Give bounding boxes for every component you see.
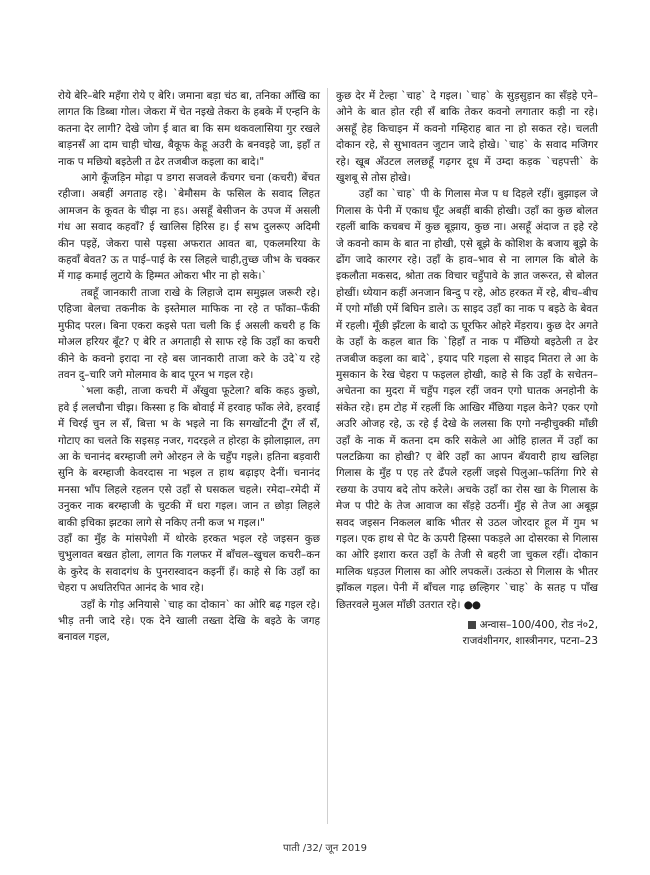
page-footer: पाती /32/ जून 2019: [283, 843, 367, 854]
column-divider: [327, 88, 328, 824]
paragraph: आगे कूँजड़िन मोढ़ा प डगरा सजवले कँचगर चना (कचरी) बेंचत रहीजा। अबहीं अगताह रहे। `बेमौसम के फसिल के सवाद लिहत आमजन के कूवत के चीझ ना हऽ। असहूँ बेसीजन के उपज में असली गंध आ सवाद कहवाँ? ई खालिस हिरिस ह। ई सभ दुलरूए अदिमी कीन पइहें, जेकरा पासे पइसा अफरात आवत बा, एकलमरिया के कहवाँ बेवत? ऊ त पाई–पाई के रस लिहले चाही,तुच्छ जीभ के चक्कर में गाढ़ कमाई लुटाये के हिम्मत ओकरा भीर ना हो सके।`: [58, 172, 320, 283]
left-column: [58, 88, 320, 646]
paragraph: उहाँ के गोड़ अनियासे `चाह का दोकान` का ओरि बढ़ गइल रहे। भीड़ तनी जादे रहे। एक देने खाली तख्ता देखि के बइठे के जगह बनावल गइल,: [58, 598, 320, 644]
author-address: [336, 617, 598, 650]
end-mark: ●●: [463, 598, 480, 611]
paragraph: कुछ देर में टेल्हा `चाह` दे गइल। `चाह` के सुड़सुड़ान का सँड़हे एने–ओने के बात होत रही सँ बाकि तेकर कवनो लगातार कड़ी ना रहे। असहूँ हेह किचाइन में कवनो गम्हिराह बात ना हो सकत रहे। चलती दोकान रहे, से सुभावतन जुटान जादे होखे। `चाह` के सवाद मजिगर रहे। खूब अँउटल ललछहूँ गढ़गर दूध में उम्दा कड़क `चहपत्ती` के खुशबू से तोस होखे।: [336, 90, 598, 185]
address-line-2: राजवंशीनगर, शास्त्रीनगर, पटना–23: [462, 635, 598, 648]
paragraph: `भला कही, ताजा कचरी में अँखुवा फूटेला? बकि कहऽ कुछो, हवे ई ललचौना चीझ। किस्सा ह कि बोवाई में हरवाह फाँक लेवे, हरवाई में चिरई चुन ल सँ, बित्ता भ के भइले ना कि सगखोंटनी टूँग लँ सँ, गोटाए का चलते कि सइसड़ नजर, गदरइले त होरहा के झोलाझाल, तग आ के चनानंद बरम्हाजी लगे ओरहन ले के चहुँप गइले। हतिना बड़वारी सुनि के बरम्हाजी केवरदास ना भइल त हाथ बढ़ाइए देनीं। चनानंद मनसा भाँप लिहले रहलन एसे उहाँ से घसकल चहले। रमेदा–रमेदी में उनुकर नाक बरम्हाजी के चुटकी में धरा गइल। जान त छोड़ा लिहले बाकी इचिका झटका लागे से नकिए तनी कज भ गइल।": [58, 385, 320, 529]
paragraph-text: उहाँ का `चाह` पी के गिलास मेज प ध दिहले रहीं। बुझाइल जे गिलास के पेनी में एकाध घूँट अबहीं बाकी होखी। उहाँ का कुछ बोलत रहलीं बाकि कचबच में कुछ बूझाय, कुछ ना। असहूँ अंदाज त इहे रहे जे कवनो काम के बात ना होखी, एसे बूझे के कोशिश के बजाय बूझे के ढोंग जादे कारगर रहे। उहाँ के हाव–भाव से ना लागल कि बोले के इकलौता मकसद, श्रोता तक विचार चहुँपावे के ज्ञात जरूरत, से बोलत होखीं। ध्येयान कहीं अनजान बिन्दु प रहे, ओठ हरकत में रहे, बीच–बीच में एगो माँछी एमें बिघिन डाले। ऊ साइद उहाँ का नाक प बइठे के बेवत में रहली। मूँछी झँटला के बादो ऊ घूरफिर ओहरे मेंड़राय। कुछ देर अगते के उहाँ के कहल बात कि `हिहाँ त नाक प मँछियो बइठेली त ढेर तजबीज कइला का बादे`, इयाद परि गइला से साइद मितरा ले आ के मुसकान के रेख चेहरा प फइलल होखी, काहे से कि उहाँ के सचेतन–अचेतना का मुदरा में चहुँप गइल रहीं जवन एगो घातक अनहोनी के संकेत रहे। हम टोह में रहलीं कि आखिर मँछिया गइल केने? एकर एगो अउरि ओजह रहे, ऊ रहे ई देखे के ललसा कि एगो नन्हीचुक्की माँछी उहाँ के नाक में कतना दम करि सकेले आ ओहि हालत में उहाँ का पलटक्रिया का होखी? ए बेरि उहाँ का आपन बँयवारी हाथ खलिहा गिलास के मुँह प एह तरे ढँपले रहलीं जइसे पिलुआ–फतिंगा गिरे से रछया के उपाय बदे तोप करेले। अचके उहाँ का रोस खा के गिलास के मेज प पीटे के तेज आवाज का सँड़हे उठनीं। मुँह से तेज आ अबूझ सवद जइसन निकलल बाकि भीतर से उठल जोरदार हूल में गुम भ गइल। एक हाथ से पेट के ऊपरी हिस्सा पकड़ले आ दोसरका से गिलास का ओरि इशारा करत उहाँ के तेजी से बहरी जा चुकल रहीं। दोकान मालिक धड़उल गिलास का ओरि लपकलें। उत्कंठा से गिलास के भीतर झाँकल गइल। पेनी में बाँचल गाढ़ छल्हिगर `चाह` के सतह प पाँख छितरवले मुअल माँछी उतरात रहे।: [336, 188, 598, 611]
paragraph: [336, 186, 598, 613]
address-line-1: अन्वास–100/400, रोड नं०2,: [336, 617, 598, 633]
paragraph: तबहूँ जानकारी ताजा राखे के लिहाजे दाम समुझल जरूरी रहे। एहिजा बेलचा तकनीक के इस्तेमाल माफिक ना रहे त फाँका–फँकी मुफीद परल। बिना एकरा कइसे पता चली कि ई असली कचरी ह कि मोअल हरियर बूँट? ए बेरि त अगताही से साफ रहे कि उहाँ का कचरी कीने के कवनो इरादा ना रहे बस जानकारी ताजा करे के उदे`य रहे तवन दु–चारि जगे मोलमाव के बाद पूरन भ गइल रहे।: [58, 286, 320, 381]
paragraph: उहाँ का मुँह के मांसपेशी में थोरके हरकत भइल रहे जइसन कुछ चुभुलावत बखत होला, लागत कि गलफर में बाँचल–खुचल कचरी–कन के कुरेद के सवादगंध के पुनरास्वादन कइनीं हँ। काहे से कि उहाँ का चेहरा प अधतिरपित आनंद के भाव रहे।: [58, 532, 320, 595]
right-column: [336, 88, 598, 650]
square-bullet-icon: [468, 621, 476, 629]
paragraph: रोये बेरि–बेरि महँगा रोये ए बेरि। जमाना बड़ा चंठ बा, तनिका आँखि का लागत कि डिब्बा गोल। जेकरा में चेत नइखे तेकरा के हबके में एन्हनि के कतना देर लागी? देखे जोग ई बात बा कि सम थकवलासिया गुर रखले बाड़नसँ आ दाम चाही चोख, बैकूफ केहू अउरी के बनवइहे जा, इहाँ त नाक प मछियो बइठेली त ढेर तजबीज कइला का बादे।": [58, 90, 320, 168]
